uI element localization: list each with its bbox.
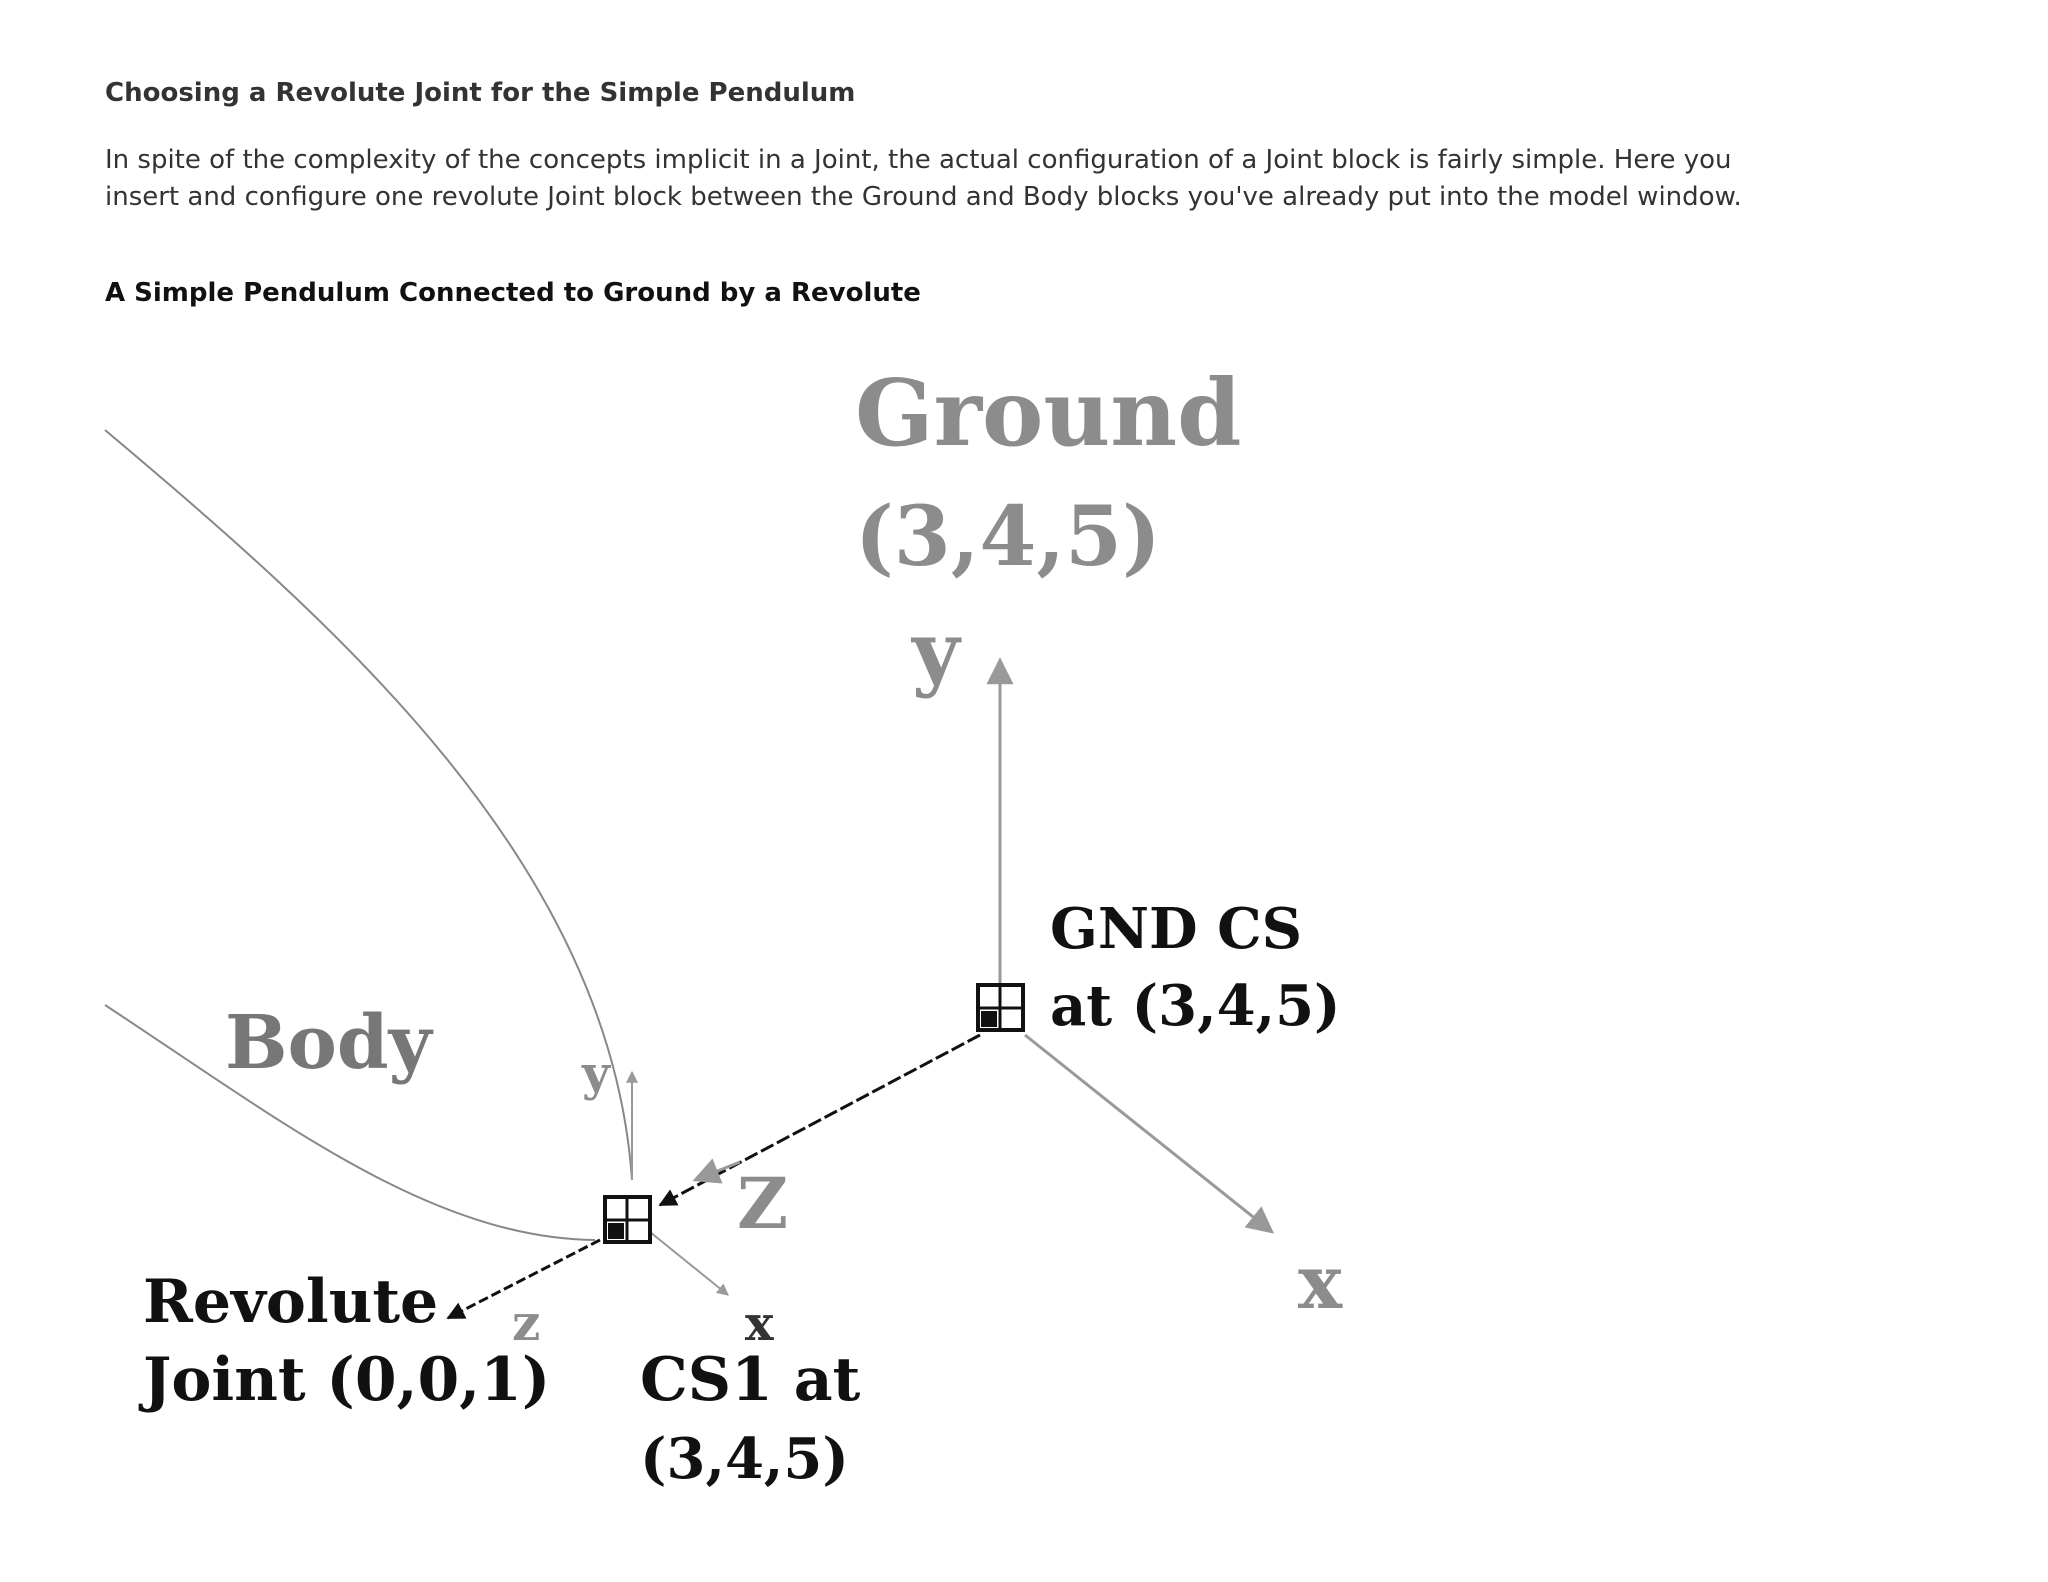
body-y-label: y [582, 1046, 610, 1102]
joint-z-label: z [512, 1293, 541, 1352]
revolute-label-line1: Revolute [143, 1267, 439, 1337]
revolute-label-line2: Joint (0,0,1) [143, 1345, 551, 1415]
gnd-cs-block-icon [978, 985, 1023, 1030]
ground-coords-label: (3,4,5) [855, 489, 1161, 585]
cs1-block-icon [605, 1197, 650, 1242]
figure-caption: A Simple Pendulum Connected to Ground by a Revolute [105, 278, 921, 308]
gnd-cs-label-line1: GND CS [1050, 896, 1303, 962]
body-label: Body [225, 1000, 432, 1086]
ground-z-label: Z [737, 1162, 789, 1245]
body-x-axis [650, 1232, 728, 1295]
ground-x-axis [1025, 1035, 1272, 1232]
gnd-cs-label-line2: at (3,4,5) [1050, 973, 1341, 1039]
ground-y-label: y [912, 604, 960, 700]
intro-paragraph: In spite of the complexity of the concepts implicit in a Joint, the actual configuration of a Joint block is fairly simple. Here you insert and configure one revolute Joint block between the Ground and Body blocks you've already put into the model window. [105, 145, 1742, 212]
cs1-label-line2: (3,4,5) [640, 1426, 849, 1492]
ground-x-label: x [1298, 1240, 1343, 1326]
section-title: Choosing a Revolute Joint for the Simple Pendulum [105, 78, 856, 108]
cs1-label-line1: CS1 at [640, 1345, 861, 1415]
ground-z-axis [660, 1035, 980, 1205]
body-x-label: x [745, 1296, 774, 1352]
ground-z-gray-arrow [695, 1162, 740, 1180]
ground-label: Ground [855, 359, 1242, 467]
